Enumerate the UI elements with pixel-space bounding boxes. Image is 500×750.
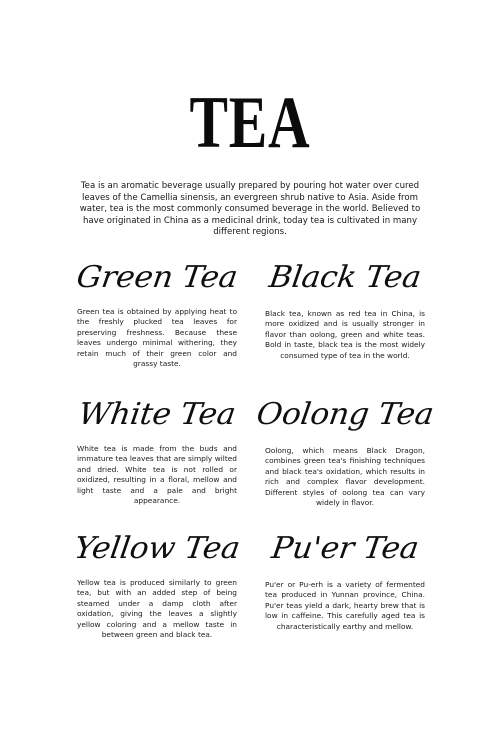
tea-card-black	[265, 257, 425, 361]
tea-description-oolong: Oolong, which means Black Dragon, combines green tea's finishing techniques and black tea's oxidation, which results in rich and complex flavor development. Different styles of oolong tea can vary widely in flavor.	[265, 446, 425, 508]
tea-card-white	[77, 394, 237, 506]
tea-card-oolong	[254, 394, 436, 508]
tea-description-black: Black tea, known as red tea in China, is more oxidized and is usually stronger in flavor than oolong, green and white teas. Bold in taste, black tea is the most widely consumed type of tea in the world.	[265, 309, 425, 360]
tea-name-green: Green Tea	[74, 260, 240, 295]
page-title: TEA	[189, 82, 311, 164]
tea-card-yellow	[72, 528, 243, 640]
intro-paragraph: Tea is an aromatic beverage usually prepared by pouring hot water over cured leaves of the Camellia sinensis, an evergreen shrub native to Asia. Aside from water, tea is the most commonly consumed beverage in the world. Believed to have originated in China as a medicinal drink, today tea is cultivated in many different regions.	[79, 181, 421, 238]
tea-description-yellow: Yellow tea is produced similarly to green tea, but with an added step of being steamed under a damp cloth after oxidation, giving the leaves a slightly yellow coloring and a mellow taste in between green and black tea.	[77, 578, 237, 640]
tea-name-yellow: Yellow Tea	[72, 531, 243, 566]
tea-card-puer	[265, 528, 425, 632]
tea-description-white: White tea is made from the buds and immature tea leaves that are simply wilted and dried. White tea is not rolled or oxidized, resulting in a floral, mellow and light taste and a pale and bright appearance.	[77, 444, 237, 506]
tea-description-green: Green tea is obtained by applying heat to the freshly plucked tea leaves for preserving freshness. Because these leaves undergo minimal withering, they retain much of their green color and grassy taste.	[77, 307, 237, 369]
tea-name-oolong: Oolong Tea	[254, 397, 436, 432]
tea-name-puer: Pu'er Tea	[269, 531, 421, 566]
tea-description-puer: Pu'er or Pu-erh is a variety of fermented tea produced in Yunnan province, China. Pu'er teas yield a dark, hearty brew that is low in caffeine. This carefully aged tea is characteristically earthy and mellow.	[265, 580, 425, 631]
tea-name-black: Black Tea	[266, 260, 424, 295]
tea-card-green	[74, 257, 240, 369]
tea-name-white: White Tea	[76, 397, 238, 432]
